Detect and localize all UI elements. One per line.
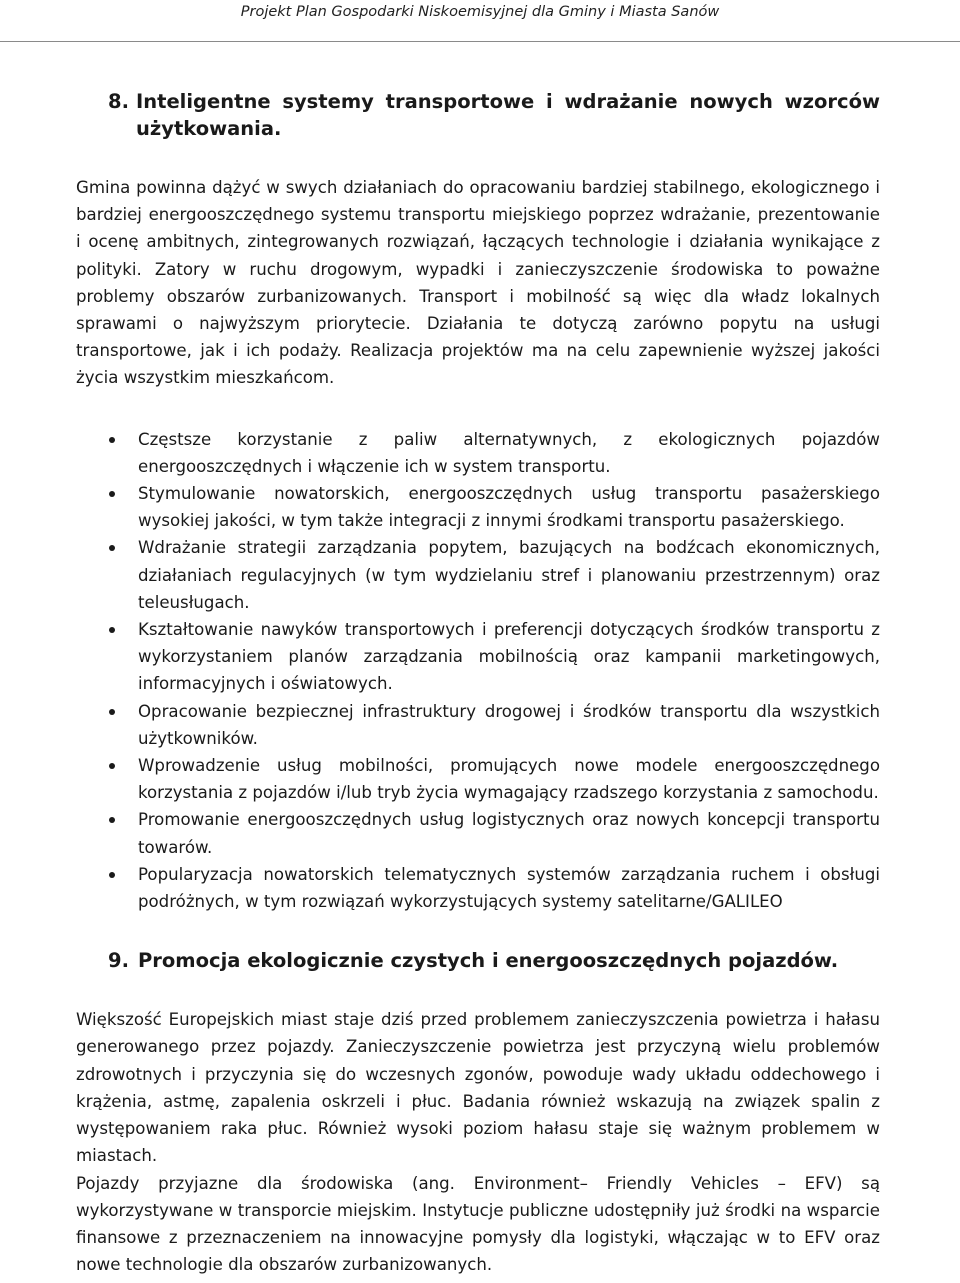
bullet-icon xyxy=(109,545,115,551)
list-item xyxy=(76,616,880,698)
bullet-icon xyxy=(109,709,115,715)
bullet-icon xyxy=(109,627,115,633)
list-item xyxy=(76,426,880,480)
section-8-intro: Gmina powinna dążyć w swych działaniach do opracowaniu bardziej stabilnego, ekologicznego i bardziej energooszczędnego systemu transportu miejskiego poprzez wdrażanie, prezentowanie i ocenę ambitnych, zintegrowanych rozwiązań, łączących technologie i działania wynikające z polityki. Zatory w ruchu drogowym, wypadki i zanieczyszczenie środowiska to poważne problemy obszarów zurbanizowanych. Transport i mobilność są więc dla władz lokalnych sprawami o najwyższym priorytecie. Działania te dotyczą zarówno popytu na usługi transportowe, jak i ich podaży. Realizacja projektów ma na celu zapewnienie wyższej jakości życia wszystkim mieszkańcom. xyxy=(76,178,880,388)
list-item xyxy=(76,534,880,616)
list-item xyxy=(76,806,880,860)
bullet-icon xyxy=(109,763,115,769)
list-item-text: Wprowadzenie usług mobilności, promujących nowe modele energooszczędnego korzystania z pojazdów i/lub tryb życia wymagający rzadszego korzystania z samochodu. xyxy=(138,756,880,803)
list-item xyxy=(76,752,880,806)
list-item-text: Popularyzacja nowatorskich telematycznych systemów zarządzania ruchem i obsługi podróżnych, w tym rozwiązań wykorzystujących systemy satelitarne/GALILEO xyxy=(138,864,880,912)
list-item xyxy=(76,698,880,752)
section-8-bullet-list xyxy=(76,426,880,916)
section-9-title: Promocja ekologicznie czystych i energooszczędnych pojazdów. xyxy=(138,949,839,973)
bullet-icon xyxy=(109,491,115,497)
list-item-text: Wdrażanie strategii zarządzania popytem, bazujących na bodźcach ekonomicznych, działaniach regulacyjnych (w tym wydzielaniu stref i planowaniu przestrzennym) oraz teleusługach. xyxy=(138,538,880,612)
bullet-icon xyxy=(109,817,115,823)
list-item xyxy=(76,861,880,915)
list-item xyxy=(76,480,880,534)
running-header xyxy=(0,0,960,42)
section-9-paragraph-2: Pojazdy przyjazne dla środowiska (ang. Environment– Friendly Vehicles – EFV) są wykorzystywane w transporcie miejskim. Instytucje publiczne udostępniły już środki na wsparcie finansowe z przeznaczeniem na innowacyjne pomysły dla logistyki, włączając w to EFV oraz nowe technologie dla obszarów zurbanizowanych. xyxy=(76,1173,880,1275)
bullet-icon xyxy=(109,872,115,878)
bullet-icon xyxy=(109,437,115,443)
list-item-text: Opracowanie bezpiecznej infrastruktury drogowej i środków transportu dla wszystkich użytkowników. xyxy=(138,701,880,748)
list-item-text: Kształtowanie nawyków transportowych i preferencji dotyczących środków transportu z wykorzystaniem planów zarządzania mobilnością oraz kampanii marketingowych, informacyjnych i oświatowych. xyxy=(138,620,880,694)
section-8-title: Inteligentne systemy transportowe i wdrażanie nowych wzorców użytkowania. xyxy=(136,90,880,140)
list-item-text: Stymulowanie nowatorskich, energooszczędnych usług transportu pasażerskiego wysokiej jakości, w tym także integracji z innymi środkami transportu pasażerskiego. xyxy=(138,484,880,531)
section-9-heading xyxy=(76,947,880,974)
running-header-text: Projekt Plan Gospodarki Niskoemisyjnej dla Gminy i Miasta Sanów xyxy=(240,4,720,20)
list-item-text: Częstsze korzystanie z paliw alternatywnych, z ekologicznych pojazdów energooszczędnych i włączenie ich w system transportu. xyxy=(138,429,880,476)
section-9-paragraph-1: Większość Europejskich miast staje dziś przed problemem zanieczyszczenia powietrza i hałasu generowanego przez pojazdy. Zanieczyszczenie powietrza jest przyczyną wielu problemów zdrowotnych i przyczynia się do wczesnych zgonów, powoduje wady układu oddechowego i krążenia, astmę, zapalenia oskrzeli i płuc. Badania również wskazują na związek spalin z występowaniem raka płuc. Również wysoki poziom hałasu staje się ważnym problemem w miastach. xyxy=(76,1010,880,1166)
document-body xyxy=(76,88,880,1278)
section-9-number: 9. xyxy=(108,949,129,973)
section-8-heading xyxy=(76,88,880,142)
list-item-text: Promowanie energooszczędnych usług logistycznych oraz nowych koncepcji transportu towarów. xyxy=(138,810,880,857)
section-8-number: 8. xyxy=(108,90,129,113)
